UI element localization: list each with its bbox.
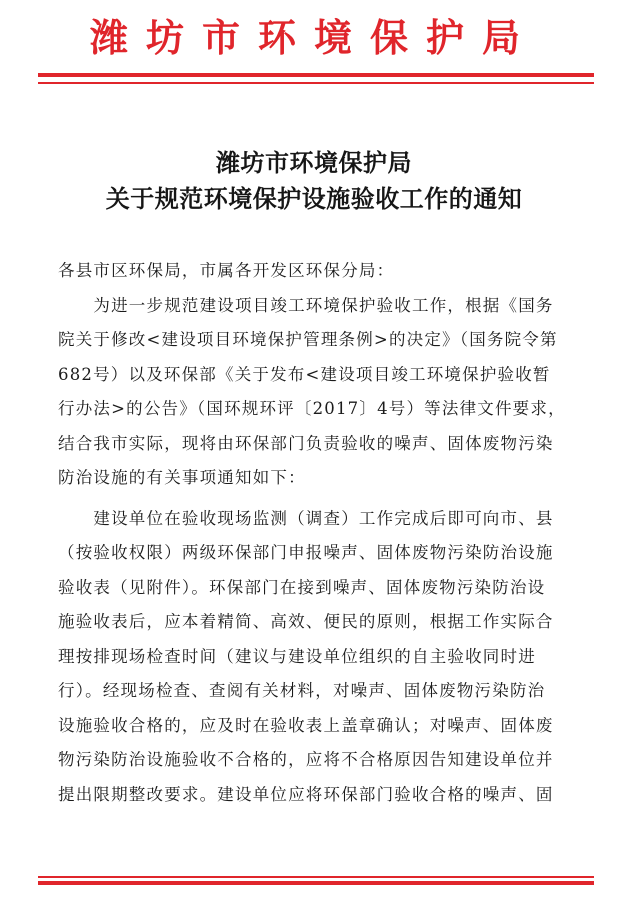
footer-rule-thin	[38, 876, 594, 878]
paragraph-line: 行）。经现场检查、查阅有关材料，对噪声、固体废物污染防治	[58, 681, 546, 700]
document-body	[58, 254, 588, 812]
addressee: 各县市区环保局，市属各开发区环保分局：	[58, 261, 395, 280]
paragraph-line: （按验收权限）两级环保部门申报噪声、固体废物污染防治设施	[58, 543, 554, 562]
paragraph-line: 理按排现场检查时间（建议与建设单位组织的自主验收同时进	[58, 646, 536, 666]
title-line-2: 关于规范环境保护设施验收工作的通知	[105, 184, 523, 213]
paragraph-line: 防治设施的有关事项通知如下：	[58, 468, 306, 487]
title-line-1: 潍坊市环境保护局	[216, 148, 412, 177]
paragraph-line: 682号）以及环保部《关于发布<建设项目竣工环境保护验收暂	[58, 364, 551, 384]
paragraph-line: 为进一步规范建设项目竣工环境保护验收工作，根据《国务	[58, 295, 554, 315]
paragraph-line: 建设单位在验收现场监测（调查）工作完成后即可向市、县	[58, 508, 554, 528]
letterhead-rule-thin	[38, 82, 594, 84]
paragraph-line: 设施验收合格的，应及时在验收表上盖章确认；对噪声、固体废	[58, 715, 554, 735]
paragraph-2	[58, 502, 588, 813]
paragraph-line: 行办法>的公告》（国环规环评〔2017〕4号）等法律文件要求，	[58, 399, 566, 418]
document-title	[0, 145, 628, 217]
footer-rule-thick	[38, 881, 594, 885]
paragraph-line: 验收表（见附件）。环保部门在接到噪声、固体废物污染防治设	[58, 577, 546, 597]
paragraph-line: 院关于修改<建设项目环境保护管理条例>的决定》（国务院令第	[58, 330, 558, 349]
paragraph-line: 提出限期整改要求。建设单位应将环保部门验收合格的噪声、固	[58, 784, 554, 804]
letterhead-rule-thick	[38, 73, 594, 77]
paragraph-line: 施验收表后，应本着精简、高效、便民的原则，根据工作实际合	[58, 612, 554, 631]
paragraph-line: 结合我市实际，现将由环保部门负责验收的噪声、固体废物污染	[58, 433, 554, 453]
paragraph-1	[58, 289, 588, 496]
letterhead-title: 潍坊市环境保护局	[89, 16, 538, 60]
paragraph-line: 物污染防治设施验收不合格的，应将不合格原因告知建设单位并	[58, 750, 554, 769]
